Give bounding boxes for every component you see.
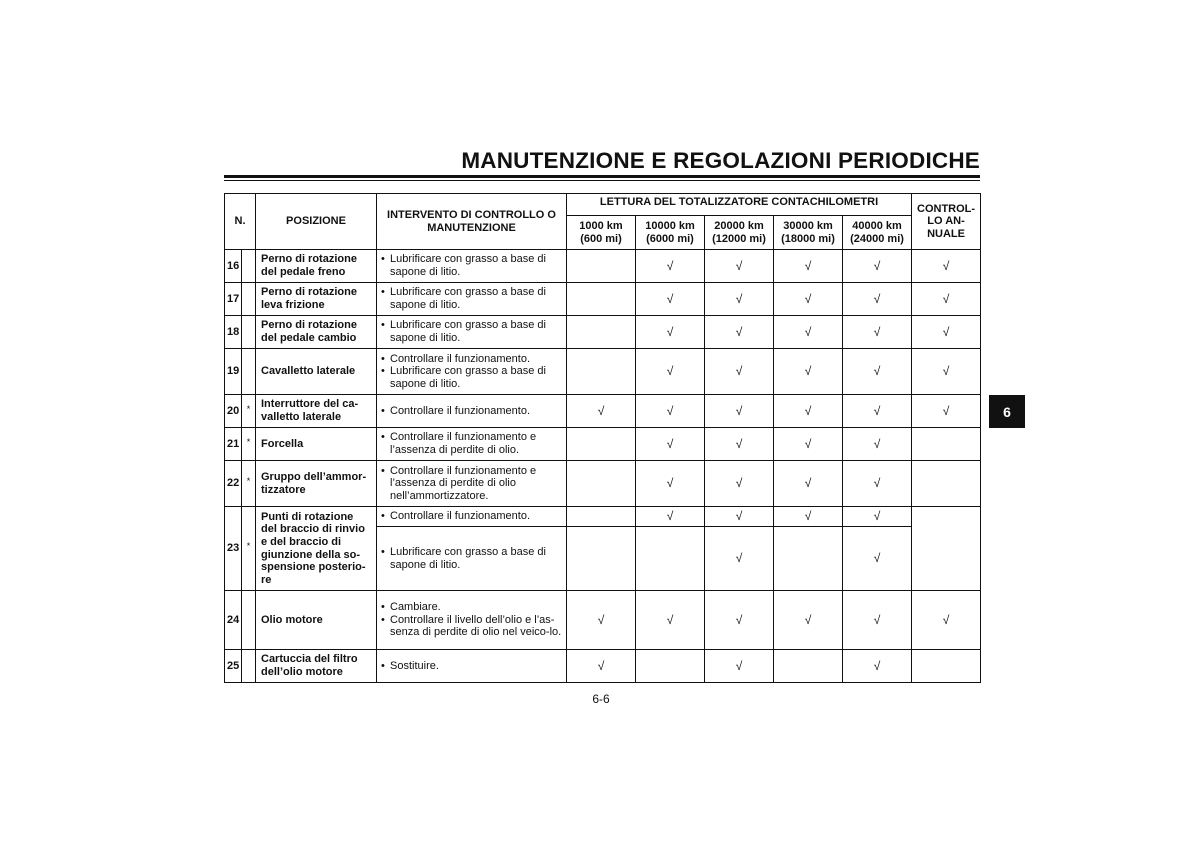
header-interval-30000 <box>774 216 843 250</box>
check-mark-icon: √ <box>873 551 881 566</box>
intervention-text: Controllare il funzionamento. <box>390 510 531 523</box>
check-mark-icon: √ <box>873 258 881 273</box>
bullet-icon: • <box>381 365 385 378</box>
dealer-service-marker <box>242 507 256 591</box>
asterisk-icon: * <box>246 403 251 414</box>
check-mark-icon: √ <box>804 436 812 451</box>
check-mark-icon: √ <box>666 436 674 451</box>
intervention-text: Lubrificare con grasso a base di sapone di litio. <box>390 319 546 344</box>
row-number: 25 <box>225 650 242 683</box>
check-mark-icon: √ <box>597 658 605 673</box>
row-intervention <box>377 461 567 507</box>
check-mark-icon: √ <box>804 509 812 524</box>
intervention-text: Controllare il funzionamento. <box>390 352 531 365</box>
interval-mi: (18000 mi) <box>781 232 835 245</box>
interval-check-cell <box>567 650 636 683</box>
intervention-text: Controllare il funzionamento e l’assenza di perdite di olio nell’ammortizzatore. <box>390 464 537 502</box>
bullet-icon: • <box>381 286 385 299</box>
schedule-body <box>225 250 981 683</box>
intervention-text: Controllare il funzionamento. <box>390 404 531 417</box>
bullet-icon: • <box>381 510 385 523</box>
asterisk-icon: * <box>246 476 251 487</box>
page-number: 6-6 <box>592 692 610 706</box>
dealer-service-marker <box>242 428 256 461</box>
interval-check-cell <box>705 250 774 283</box>
row-intervention <box>377 428 567 461</box>
interval-check-cell <box>567 428 636 461</box>
row-number: 24 <box>225 591 242 650</box>
check-mark-icon: √ <box>873 364 881 379</box>
intervention-text: Controllare il funzionamento e l’assenza di perdite di olio. <box>390 431 537 456</box>
table-row <box>225 591 981 650</box>
title-rule-thick <box>224 175 980 178</box>
interval-check-cell <box>843 250 912 283</box>
row-intervention <box>377 283 567 316</box>
intervention-text: Sostituire. <box>390 659 439 672</box>
interval-check-cell <box>774 507 843 527</box>
check-mark-icon: √ <box>735 551 743 566</box>
row-number: 22 <box>225 461 242 507</box>
interval-check-cell <box>843 349 912 395</box>
interval-check-cell <box>705 591 774 650</box>
row-number: 21 <box>225 428 242 461</box>
table-row <box>225 507 981 527</box>
check-mark-icon: √ <box>873 403 881 418</box>
row-intervention <box>377 250 567 283</box>
check-mark-icon: √ <box>597 612 605 627</box>
table-row <box>225 461 981 507</box>
maintenance-schedule-table <box>224 193 981 683</box>
check-mark-icon: √ <box>942 324 950 339</box>
interval-check-cell <box>843 395 912 428</box>
row-number: 23 <box>225 507 242 591</box>
interval-mi: (24000 mi) <box>850 232 904 245</box>
interval-check-cell <box>567 507 636 527</box>
table-row <box>225 316 981 349</box>
check-mark-icon: √ <box>666 612 674 627</box>
annual-check-cell <box>912 283 981 316</box>
check-mark-icon: √ <box>942 291 950 306</box>
row-position: Perno di rotazione del pedale freno <box>256 250 377 283</box>
intervention-item <box>381 431 562 456</box>
row-number: 20 <box>225 395 242 428</box>
interval-check-cell <box>567 283 636 316</box>
interval-check-cell <box>636 428 705 461</box>
check-mark-icon: √ <box>873 324 881 339</box>
dealer-service-marker <box>242 591 256 650</box>
check-mark-icon: √ <box>735 658 743 673</box>
interval-check-cell <box>636 250 705 283</box>
row-position: Perno di rotazione del pedale cambio <box>256 316 377 349</box>
header-interval-40000 <box>843 216 912 250</box>
intervention-item <box>381 286 562 311</box>
interval-check-cell <box>843 591 912 650</box>
interval-check-cell <box>567 349 636 395</box>
header-interval-10000 <box>636 216 705 250</box>
annual-check-cell <box>912 395 981 428</box>
row-position: Interruttore del ca-valletto laterale <box>256 395 377 428</box>
row-number: 18 <box>225 316 242 349</box>
annual-check-cell <box>912 461 981 507</box>
asterisk-icon: * <box>246 541 251 552</box>
intervention-item <box>381 614 562 639</box>
interval-check-cell <box>636 527 705 591</box>
check-mark-icon: √ <box>942 403 950 418</box>
interval-mi: (6000 mi) <box>646 232 694 245</box>
interval-km: 30000 km <box>783 219 833 232</box>
interval-check-cell <box>636 461 705 507</box>
row-position: Gruppo dell’ammor-tizzatore <box>256 461 377 507</box>
interval-check-cell <box>843 316 912 349</box>
interval-check-cell <box>636 591 705 650</box>
interval-check-cell <box>567 395 636 428</box>
annual-check-cell <box>912 591 981 650</box>
interval-check-cell <box>636 507 705 527</box>
interval-check-cell <box>705 395 774 428</box>
interval-check-cell <box>636 316 705 349</box>
page-title: MANUTENZIONE E REGOLAZIONI PERIODICHE <box>461 148 980 173</box>
check-mark-icon: √ <box>942 364 950 379</box>
header-intervention: INTERVENTO DI CONTROLLO O MANUTENZIONE <box>377 194 567 250</box>
interval-check-cell <box>774 461 843 507</box>
check-mark-icon: √ <box>942 258 950 273</box>
check-mark-icon: √ <box>873 476 881 491</box>
interval-check-cell <box>843 461 912 507</box>
row-intervention <box>377 591 567 650</box>
bullet-icon: • <box>381 545 385 558</box>
check-mark-icon: √ <box>873 612 881 627</box>
intervention-item <box>381 365 562 390</box>
header-interval-1000 <box>567 216 636 250</box>
interval-km: 40000 km <box>852 219 902 232</box>
intervention-item <box>381 465 562 503</box>
interval-check-cell <box>843 507 912 527</box>
check-mark-icon: √ <box>735 291 743 306</box>
intervention-text: Lubrificare con grasso a base di sapone di litio. <box>390 286 546 311</box>
check-mark-icon: √ <box>804 476 812 491</box>
check-mark-icon: √ <box>735 324 743 339</box>
interval-check-cell <box>567 591 636 650</box>
table-row <box>225 650 981 683</box>
interval-check-cell <box>774 283 843 316</box>
interval-check-cell <box>567 527 636 591</box>
check-mark-icon: √ <box>666 324 674 339</box>
bullet-icon: • <box>381 464 385 477</box>
interval-km: 1000 km <box>579 219 623 232</box>
interval-check-cell <box>774 316 843 349</box>
header-interval-20000 <box>705 216 774 250</box>
table-row <box>225 250 981 283</box>
bullet-icon: • <box>381 613 385 626</box>
check-mark-icon: √ <box>804 403 812 418</box>
check-mark-icon: √ <box>804 612 812 627</box>
row-position: Forcella <box>256 428 377 461</box>
row-intervention <box>377 507 567 527</box>
asterisk-icon: * <box>246 436 251 447</box>
dealer-service-marker <box>242 283 256 316</box>
row-number: 17 <box>225 283 242 316</box>
interval-check-cell <box>705 650 774 683</box>
annual-check-cell <box>912 316 981 349</box>
interval-check-cell <box>636 650 705 683</box>
check-mark-icon: √ <box>873 509 881 524</box>
annual-check-cell <box>912 428 981 461</box>
interval-check-cell <box>705 283 774 316</box>
bullet-icon: • <box>381 431 385 444</box>
row-intervention <box>377 527 567 591</box>
check-mark-icon: √ <box>666 364 674 379</box>
check-mark-icon: √ <box>804 364 812 379</box>
intervention-text: Lubrificare con grasso a base di sapone di litio. <box>390 365 546 390</box>
interval-check-cell <box>705 461 774 507</box>
row-position: Perno di rotazione leva frizione <box>256 283 377 316</box>
check-mark-icon: √ <box>804 324 812 339</box>
interval-km: 10000 km <box>645 219 695 232</box>
title-rule-thin <box>224 180 980 181</box>
bullet-icon: • <box>381 253 385 266</box>
interval-check-cell <box>774 349 843 395</box>
check-mark-icon: √ <box>666 403 674 418</box>
annual-check-cell <box>912 507 981 591</box>
row-number: 16 <box>225 250 242 283</box>
interval-mi: (12000 mi) <box>712 232 766 245</box>
interval-km: 20000 km <box>714 219 764 232</box>
check-mark-icon: √ <box>735 403 743 418</box>
check-mark-icon: √ <box>804 258 812 273</box>
interval-check-cell <box>705 507 774 527</box>
interval-check-cell <box>705 316 774 349</box>
row-intervention <box>377 316 567 349</box>
row-intervention <box>377 349 567 395</box>
dealer-service-marker <box>242 461 256 507</box>
interval-check-cell <box>843 527 912 591</box>
check-mark-icon: √ <box>597 403 605 418</box>
header-position: POSIZIONE <box>256 194 377 250</box>
intervention-item <box>381 660 562 673</box>
interval-check-cell <box>774 250 843 283</box>
interval-check-cell <box>567 316 636 349</box>
check-mark-icon: √ <box>873 658 881 673</box>
bullet-icon: • <box>381 352 385 365</box>
check-mark-icon: √ <box>942 612 950 627</box>
bullet-icon: • <box>381 404 385 417</box>
interval-check-cell <box>774 395 843 428</box>
check-mark-icon: √ <box>666 258 674 273</box>
interval-check-cell <box>705 349 774 395</box>
row-position: Cartuccia del filtro dell’olio motore <box>256 650 377 683</box>
interval-check-cell <box>843 650 912 683</box>
check-mark-icon: √ <box>804 291 812 306</box>
check-mark-icon: √ <box>735 509 743 524</box>
check-mark-icon: √ <box>735 436 743 451</box>
check-mark-icon: √ <box>735 612 743 627</box>
interval-check-cell <box>843 283 912 316</box>
intervention-item <box>381 353 562 366</box>
row-number: 19 <box>225 349 242 395</box>
row-intervention <box>377 395 567 428</box>
annual-check-cell <box>912 349 981 395</box>
interval-check-cell <box>567 250 636 283</box>
table-row <box>225 395 981 428</box>
interval-check-cell <box>705 428 774 461</box>
intervention-item <box>381 405 562 418</box>
header-number: N. <box>225 194 256 250</box>
interval-check-cell <box>567 461 636 507</box>
table-row <box>225 283 981 316</box>
interval-check-cell <box>636 349 705 395</box>
interval-check-cell <box>774 428 843 461</box>
interval-check-cell <box>636 283 705 316</box>
row-position: Cavalletto laterale <box>256 349 377 395</box>
check-mark-icon: √ <box>666 291 674 306</box>
header-odometer: LETTURA DEL TOTALIZZATORE CONTACHILOMETRI <box>567 194 912 216</box>
intervention-text: Cambiare. <box>390 601 441 614</box>
section-tab[interactable]: 6 <box>989 395 1025 428</box>
check-mark-icon: √ <box>873 436 881 451</box>
interval-mi: (600 mi) <box>580 232 622 245</box>
bullet-icon: • <box>381 659 385 672</box>
header-annual-check: CONTROL-LO AN-NUALE <box>912 194 981 250</box>
intervention-item <box>381 253 562 278</box>
intervention-text: Lubrificare con grasso a base di sapone di litio. <box>390 253 546 278</box>
annual-check-cell <box>912 650 981 683</box>
interval-check-cell <box>774 650 843 683</box>
dealer-service-marker <box>242 250 256 283</box>
check-mark-icon: √ <box>735 258 743 273</box>
interval-check-cell <box>843 428 912 461</box>
dealer-service-marker <box>242 650 256 683</box>
intervention-item <box>381 546 562 571</box>
interval-check-cell <box>774 527 843 591</box>
row-intervention <box>377 650 567 683</box>
dealer-service-marker <box>242 316 256 349</box>
check-mark-icon: √ <box>666 476 674 491</box>
check-mark-icon: √ <box>735 364 743 379</box>
table-row <box>225 428 981 461</box>
intervention-text: Lubrificare con grasso a base di sapone di litio. <box>390 545 546 571</box>
check-mark-icon: √ <box>666 509 674 524</box>
dealer-service-marker <box>242 395 256 428</box>
table-row <box>225 349 981 395</box>
intervention-text: Controllare il livello dell’olio e l’as-senza di perdite di olio nel veico-lo. <box>390 613 562 639</box>
row-position: Punti di rotazione del braccio di rinvio e del braccio di giunzione della so-spensione posterio-re <box>256 507 377 591</box>
row-position: Olio motore <box>256 591 377 650</box>
check-mark-icon: √ <box>873 291 881 306</box>
bullet-icon: • <box>381 319 385 332</box>
interval-check-cell <box>774 591 843 650</box>
check-mark-icon: √ <box>735 476 743 491</box>
bullet-icon: • <box>381 601 385 614</box>
annual-check-cell <box>912 250 981 283</box>
interval-check-cell <box>636 395 705 428</box>
dealer-service-marker <box>242 349 256 395</box>
intervention-item <box>381 319 562 344</box>
intervention-item <box>381 510 562 523</box>
interval-check-cell <box>705 527 774 591</box>
intervention-item <box>381 601 562 614</box>
